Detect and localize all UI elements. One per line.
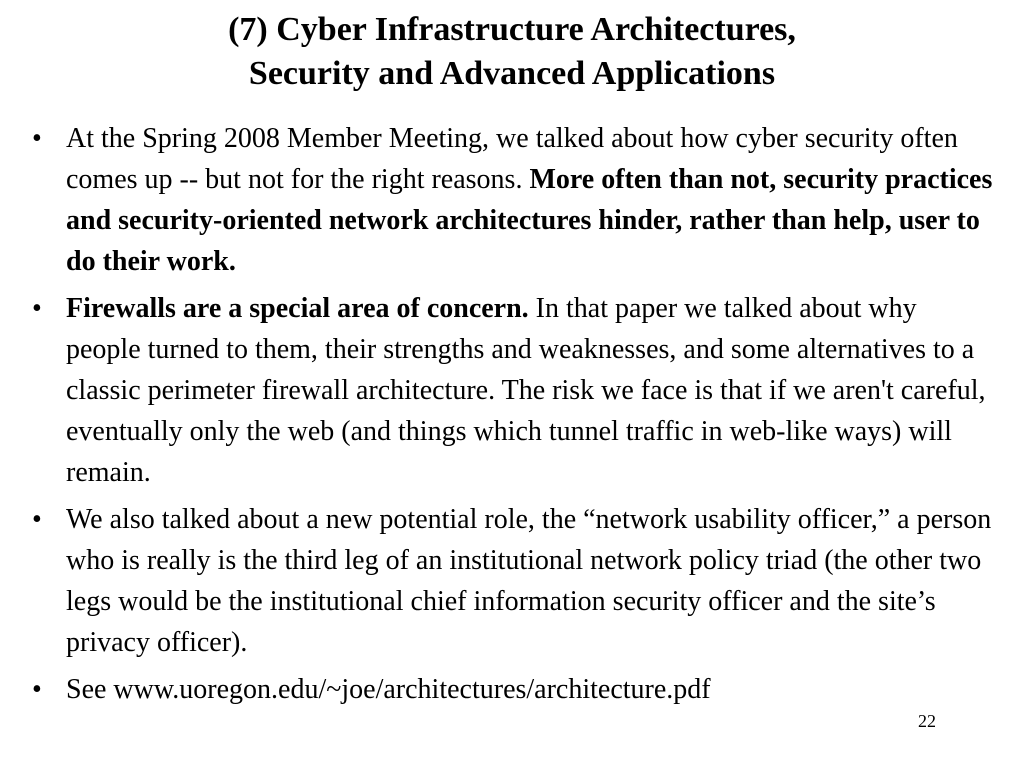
- slide-title-line-1: (7) Cyber Infrastructure Architectures,: [228, 11, 796, 48]
- page-number: 22: [918, 711, 936, 731]
- bullet-item-usability-officer: [24, 499, 996, 663]
- bullet-list: [24, 118, 996, 716]
- bullet-glyph: •: [32, 293, 42, 324]
- bullet-glyph: •: [32, 504, 42, 535]
- bullet-item-spring-meeting: [24, 118, 996, 282]
- bullet-item-reference-link: [24, 669, 996, 710]
- slide-title: [0, 8, 1024, 96]
- bullet-bold-text: Firewalls are a special area of concern.: [66, 293, 529, 324]
- bullet-text: At the Spring 2008 Member Meeting, we talked about how cyber security often comes up -- but not for the right reasons.: [66, 123, 958, 195]
- bullet-item-firewalls: [24, 288, 996, 493]
- bullet-bold-text: More often than not, security practices and security-oriented network architectures hinder, rather than help, user to do their work.: [66, 164, 993, 277]
- slide-title-line-2: Security and Advanced Applications: [248, 55, 776, 92]
- bullet-glyph: •: [32, 123, 42, 154]
- bullet-glyph: •: [32, 674, 42, 705]
- bullet-text: In that paper we talked about why people turned to them, their strengths and weaknesses, and some alternatives to a classic perimeter firewall architecture. The risk we face is that if we aren't careful, eventually only the web (and things which tunnel traffic in web-like ways) will remain.: [66, 293, 986, 488]
- reference-url-text: See www.uoregon.edu/~joe/architectures/architecture.pdf: [66, 674, 711, 705]
- bullet-text: We also talked about a new potential role, the “network usability officer,” a person who is really is the third leg of an institutional network policy triad (the other two legs would be the institutional chief information security officer and the site’s privacy officer).: [66, 504, 992, 658]
